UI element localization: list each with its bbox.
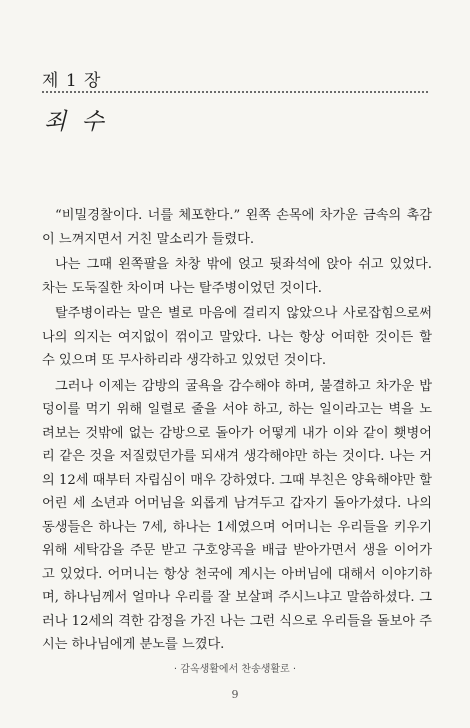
paragraph: “비밀경찰이다. 너를 체포한다.” 왼쪽 손목에 차가운 금속의 촉감이 느껴지면서 거친 말소리가 들렸다. bbox=[42, 208, 432, 247]
paragraph: 그러나 이제는 감방의 굴욕을 감수해야 하며, 불결하고 차가운 밥덩이를 먹기 위해 일렬로 줄을 서야 하고, 하는 일이라고는 벽을 노려보는 것밖에 없는 감방으로 돌아가 어떻게 내가 이와 같이 횃병어리 같은 것을 저질렀던가를 되새겨 생각해야만 하는 것이다. 나는 거의 12세 때부터 자립심이 매우 강하였다. 그때 부친은 양육해야만 할 어린 세 소년과 어머님을 외롭게 남겨두고 갑자기 돌아가셨다. 나의 동생들은 하나는 7세, 하나는 1세였으며 어머니는 우리들을 키우기 위해 세탁감을 주문 받고 구호양곡을 배급 받아가면서 생을 이어가고 있었다. 어머니는 항상 천국에 계시는 아버님에 대해서 이야기하며, 하나님께서 얼마나 우리를 잘 보살펴 주시느냐고 말씀하셨다. 그러나 12세의 격한 감정을 가진 나는 그런 식으로 우리들을 돌보아 주시는 하나님에게 분노를 느꼈다. bbox=[42, 378, 432, 652]
paragraph: 탈주병이라는 말은 별로 마음에 걸리지 않았으나 사로잡힘으로써 나의 의지는 여지없이 꺾이고 말았다. 나는 항상 어떠한 것이든 할 수 있으며 또 무사하리라 생각하고 있었던 것이다. bbox=[42, 306, 432, 368]
running-footer: · 감옥생활에서 찬송생활로 · bbox=[173, 664, 297, 675]
chapter-label: 제 1 장 bbox=[42, 71, 102, 91]
paragraph: 나는 그때 왼쪽팔을 차창 밖에 얹고 뒷좌석에 앉아 쉬고 있었다. 차는 도둑질한 차이며 나는 탈주병이었던 것이다. bbox=[42, 257, 432, 296]
dotted-divider bbox=[42, 91, 428, 93]
chapter-title: 죄 수 bbox=[44, 109, 108, 135]
body-text bbox=[42, 204, 432, 659]
page-number: 9 bbox=[231, 688, 239, 701]
